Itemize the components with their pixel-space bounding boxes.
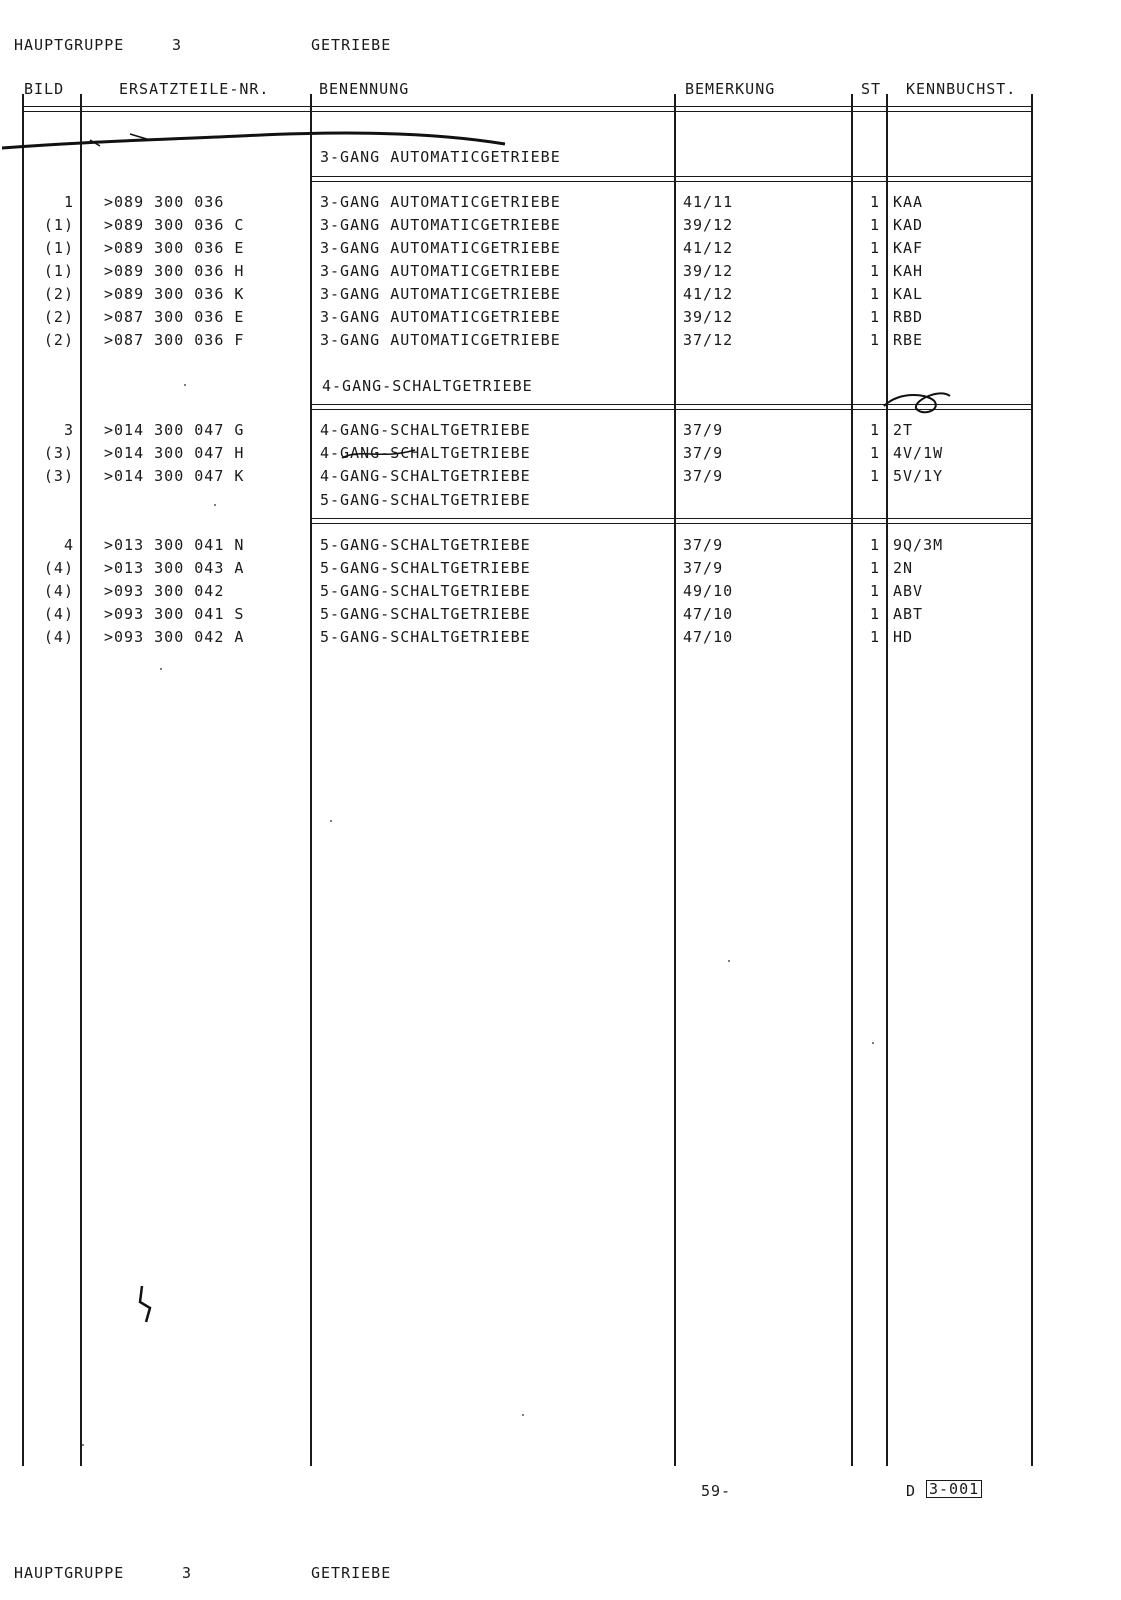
column-rule-name xyxy=(674,94,676,1466)
section-double-rule xyxy=(312,176,1033,182)
row-remark: 37/9 xyxy=(683,467,724,485)
row-qty: 1 xyxy=(869,421,880,439)
column-rule-right xyxy=(1031,94,1033,1466)
speck xyxy=(214,504,216,506)
header-double-rule xyxy=(22,106,1033,112)
row-remark: 47/10 xyxy=(683,605,734,623)
col-header-remark: BEMERKUNG xyxy=(685,80,776,98)
row-remark: 41/12 xyxy=(683,239,734,257)
row-part-number: >013 300 041 N xyxy=(104,536,245,554)
row-bild: (1) xyxy=(43,262,74,280)
row-code: 4V/1W xyxy=(893,444,944,462)
col-header-codes: KENNBUCHST. xyxy=(906,80,1017,98)
row-name: 3-GANG AUTOMATICGETRIEBE xyxy=(320,193,561,211)
row-part-number: >014 300 047 H xyxy=(104,444,245,462)
row-code: 5V/1Y xyxy=(893,467,944,485)
col-header-name: BENENNUNG xyxy=(319,80,410,98)
row-remark: 39/12 xyxy=(683,308,734,326)
row-remark: 47/10 xyxy=(683,628,734,646)
row-code: ABT xyxy=(893,605,924,623)
speck xyxy=(184,384,186,386)
row-remark: 37/9 xyxy=(683,559,724,577)
row-part-number: >093 300 042 A xyxy=(104,628,245,646)
group-number: 3 xyxy=(172,36,183,54)
row-bild: (2) xyxy=(43,285,74,303)
speck xyxy=(728,960,730,962)
speck xyxy=(872,1042,874,1044)
row-name: 3-GANG AUTOMATICGETRIEBE xyxy=(320,285,561,303)
row-code: KAF xyxy=(893,239,924,257)
pen-arrow-mark xyxy=(880,386,970,420)
row-bild: (4) xyxy=(43,582,74,600)
row-qty: 1 xyxy=(869,308,880,326)
row-qty: 1 xyxy=(869,444,880,462)
row-qty: 1 xyxy=(869,582,880,600)
row-part-number: >087 300 036 F xyxy=(104,331,245,349)
row-remark: 37/9 xyxy=(683,536,724,554)
row-part-number: >089 300 036 xyxy=(104,193,225,211)
row-qty: 1 xyxy=(869,605,880,623)
row-name: 5-GANG-SCHALTGETRIEBE xyxy=(320,605,531,623)
row-code: 9Q/3M xyxy=(893,536,944,554)
row-name: 3-GANG AUTOMATICGETRIEBE xyxy=(320,262,561,280)
row-remark: 39/12 xyxy=(683,216,734,234)
row-bild: (4) xyxy=(43,605,74,623)
section-title-5-gang-schalt: 5-GANG-SCHALTGETRIEBE xyxy=(320,491,531,509)
next-group-title: GETRIEBE xyxy=(311,1564,392,1582)
pen-scratch-mark xyxy=(340,444,420,464)
row-code: 2N xyxy=(893,559,914,577)
row-bild: (4) xyxy=(43,559,74,577)
row-bild: (1) xyxy=(43,216,74,234)
row-name: 3-GANG AUTOMATICGETRIEBE xyxy=(320,216,561,234)
speck xyxy=(160,668,162,670)
row-bild: (3) xyxy=(43,444,74,462)
speck xyxy=(522,1414,524,1416)
group-label: HAUPTGRUPPE xyxy=(14,36,125,54)
page-number: 59- xyxy=(701,1482,732,1500)
row-bild: (3) xyxy=(43,467,74,485)
row-remark: 39/12 xyxy=(683,262,734,280)
row-qty: 1 xyxy=(869,239,880,257)
row-name: 5-GANG-SCHALTGETRIEBE xyxy=(320,559,531,577)
row-qty: 1 xyxy=(869,216,880,234)
row-part-number: >014 300 047 G xyxy=(104,421,245,439)
row-remark: 49/10 xyxy=(683,582,734,600)
row-qty: 1 xyxy=(869,628,880,646)
row-part-number: >093 300 041 S xyxy=(104,605,245,623)
row-qty: 1 xyxy=(869,467,880,485)
col-header-qty: ST xyxy=(861,80,882,98)
row-remark: 37/9 xyxy=(683,444,724,462)
next-group-number: 3 xyxy=(182,1564,193,1582)
row-name: 4-GANG-SCHALTGETRIEBE xyxy=(320,444,531,462)
row-qty: 1 xyxy=(869,262,880,280)
row-bild: 1 xyxy=(63,193,74,211)
row-part-number: >013 300 043 A xyxy=(104,559,245,577)
row-bild: (2) xyxy=(43,308,74,326)
row-code: KAL xyxy=(893,285,924,303)
group-title: GETRIEBE xyxy=(311,36,392,54)
row-qty: 1 xyxy=(869,536,880,554)
row-part-number: >089 300 036 E xyxy=(104,239,245,257)
edition-letter: D xyxy=(906,1482,917,1500)
row-name: 4-GANG-SCHALTGETRIEBE xyxy=(320,467,531,485)
row-bild: 3 xyxy=(63,421,74,439)
row-bild: 4 xyxy=(63,536,74,554)
row-name: 3-GANG AUTOMATICGETRIEBE xyxy=(320,239,561,257)
row-bild: (1) xyxy=(43,239,74,257)
section-title-4-gang-schalt: 4-GANG-SCHALTGETRIEBE xyxy=(322,377,533,395)
row-remark: 37/9 xyxy=(683,421,724,439)
row-name: 3-GANG AUTOMATICGETRIEBE xyxy=(320,331,561,349)
column-rule-qty xyxy=(886,94,888,1466)
row-qty: 1 xyxy=(869,331,880,349)
row-name: 4-GANG-SCHALTGETRIEBE xyxy=(320,421,531,439)
row-code: RBE xyxy=(893,331,924,349)
row-bild: (2) xyxy=(43,331,74,349)
column-rule-remark xyxy=(851,94,853,1466)
row-part-number: >093 300 042 xyxy=(104,582,225,600)
row-part-number: >014 300 047 K xyxy=(104,467,245,485)
row-remark: 41/11 xyxy=(683,193,734,211)
row-code: RBD xyxy=(893,308,924,326)
row-name: 5-GANG-SCHALTGETRIEBE xyxy=(320,582,531,600)
row-qty: 1 xyxy=(869,193,880,211)
row-part-number: >089 300 036 C xyxy=(104,216,245,234)
row-code: KAD xyxy=(893,216,924,234)
row-qty: 1 xyxy=(869,285,880,303)
row-part-number: >087 300 036 E xyxy=(104,308,245,326)
row-name: 5-GANG-SCHALTGETRIEBE xyxy=(320,536,531,554)
section-title-3-gang-automatic: 3-GANG AUTOMATICGETRIEBE xyxy=(320,148,561,166)
row-code: KAA xyxy=(893,193,924,211)
next-group-label: HAUPTGRUPPE xyxy=(14,1564,125,1582)
row-part-number: >089 300 036 H xyxy=(104,262,245,280)
speck xyxy=(82,1444,84,1446)
row-bild: (4) xyxy=(43,628,74,646)
col-header-part-no: ERSATZTEILE-NR. xyxy=(119,80,270,98)
column-rule-left xyxy=(22,94,24,1466)
col-header-bild: BILD xyxy=(24,80,65,98)
row-code: 2T xyxy=(893,421,914,439)
page-ref-box: 3-001 xyxy=(926,1480,982,1498)
pen-strike-mark xyxy=(0,120,520,160)
column-rule-bild xyxy=(80,94,82,1466)
row-code: KAH xyxy=(893,262,924,280)
pen-hook-mark xyxy=(132,1282,162,1326)
row-qty: 1 xyxy=(869,559,880,577)
row-name: 5-GANG-SCHALTGETRIEBE xyxy=(320,628,531,646)
row-code: HD xyxy=(893,628,914,646)
row-name: 3-GANG AUTOMATICGETRIEBE xyxy=(320,308,561,326)
row-remark: 41/12 xyxy=(683,285,734,303)
column-rule-part xyxy=(310,94,312,1466)
section-double-rule xyxy=(312,518,1033,524)
row-remark: 37/12 xyxy=(683,331,734,349)
row-code: ABV xyxy=(893,582,924,600)
row-part-number: >089 300 036 K xyxy=(104,285,245,303)
speck xyxy=(330,820,332,822)
